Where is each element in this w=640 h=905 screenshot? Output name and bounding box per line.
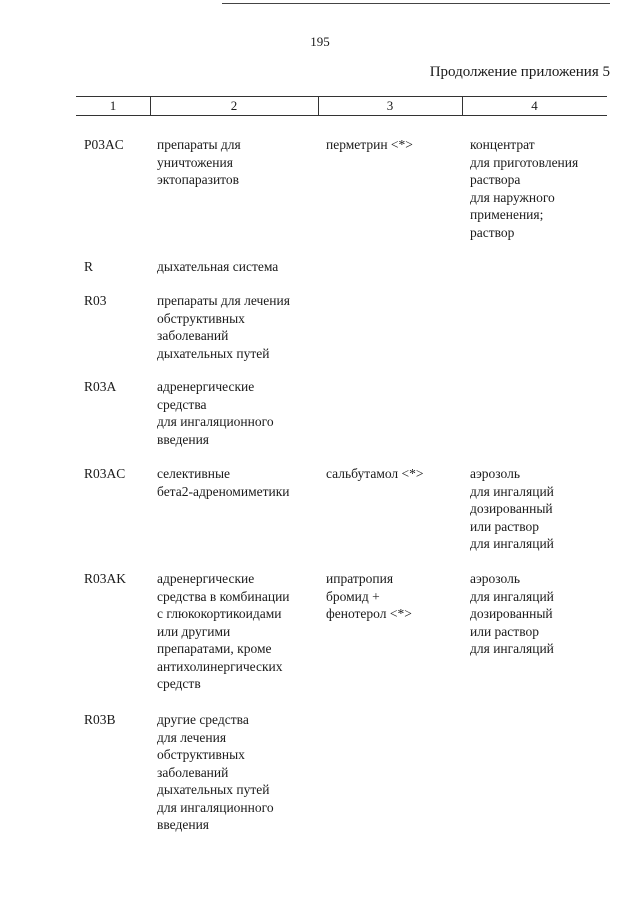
- page-number: 195: [310, 34, 330, 49]
- top-rule: [222, 3, 610, 4]
- dosage-form: аэрозоль для ингаляций дозированный или раствор для ингаляций: [470, 466, 554, 551]
- drug-name: ипратропия бромид + фенотерол <*>: [326, 571, 412, 621]
- table-column-header: [76, 96, 607, 116]
- drug-group: дыхательная система: [157, 259, 279, 274]
- drug-group: препараты для лечения обструктивных заболеваний дыхательных путей: [157, 293, 290, 361]
- drug-group: адренергические средства для ингаляционного введения: [157, 379, 274, 447]
- column-header-2: 2: [230, 98, 238, 113]
- continuation-heading: Продолжение приложения 5: [429, 64, 610, 80]
- drug-group: другие средства для лечения обструктивных заболеваний дыхательных путей для ингаляционного введения: [157, 712, 274, 832]
- dosage-form: аэрозоль для ингаляций дозированный или раствор для ингаляций: [470, 571, 554, 656]
- drug-group: адренергические средства в комбинации с глюкокортикоидами или другими препаратами, кроме антихолинергических средств: [157, 571, 290, 691]
- atc-code: R03AK: [84, 571, 127, 586]
- dosage-form: концентрат для приготовления раствора для наружного применения; раствор: [470, 137, 579, 240]
- drug-group: селективные бета2-адреномиметики: [157, 466, 290, 499]
- drug-group: препараты для уничтожения эктопаразитов: [157, 137, 241, 187]
- column-header-3: 3: [386, 98, 394, 113]
- atc-code: P03AC: [84, 137, 124, 152]
- drug-name: перметрин <*>: [326, 137, 413, 152]
- atc-code: R03: [84, 293, 107, 308]
- column-header-1: 1: [109, 98, 117, 113]
- atc-code: R03A: [84, 379, 117, 394]
- atc-code: R03B: [84, 712, 116, 727]
- column-header-4: 4: [531, 98, 538, 113]
- atc-code: R: [84, 259, 94, 274]
- drug-name: сальбутамол <*>: [326, 466, 424, 481]
- atc-code: R03AC: [84, 466, 126, 481]
